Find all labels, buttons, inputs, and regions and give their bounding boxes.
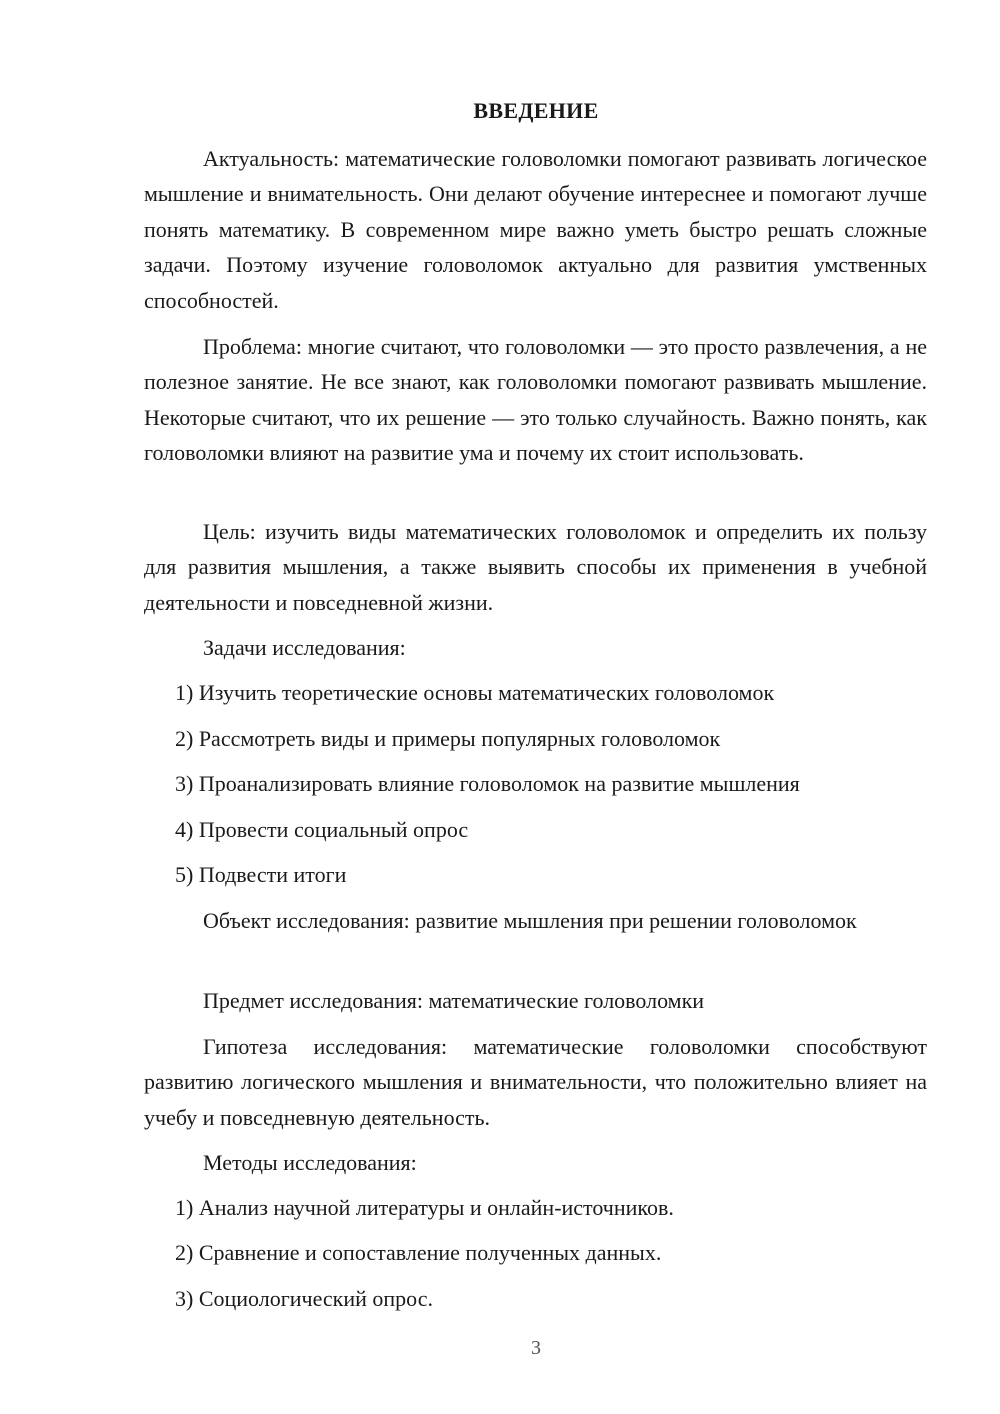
task-item: 5) Подвести итоги bbox=[175, 862, 347, 887]
task-item: 3) Проанализировать влияние головоломок на развитие мышления bbox=[175, 771, 800, 796]
goal-text: Цель: изучить виды математических головоломок и определить их пользу для развития мышления, а также выявить способы их применения в учебной деятельности и повседневной жизни. bbox=[144, 519, 927, 615]
methods-heading: Методы исследования: bbox=[203, 1150, 417, 1175]
method-item: 1) Анализ научной литературы и онлайн-источников. bbox=[175, 1195, 674, 1220]
object-paragraph bbox=[144, 903, 927, 938]
goal-paragraph bbox=[144, 514, 927, 620]
tasks-heading: Задачи исследования: bbox=[203, 635, 406, 660]
task-item: 2) Рассмотреть виды и примеры популярных головоломок bbox=[175, 726, 721, 751]
problem-text: Проблема: многие считают, что головоломки — это просто развлечения, а не полезное занятие. Не все знают, как головоломки помогают развивать мышление. Некоторые считают, что их решение — это только случайность. Важно понять, как головоломки влияют на развитие ума и почему их стоит использовать. bbox=[144, 334, 927, 466]
page-number: 3 bbox=[531, 1337, 541, 1359]
page-title: ВВЕДЕНИЕ bbox=[473, 98, 599, 123]
method-item: 3) Социологический опрос. bbox=[175, 1286, 433, 1311]
task-item: 4) Провести социальный опрос bbox=[175, 817, 469, 842]
task-item: 1) Изучить теоретические основы математических головоломок bbox=[175, 680, 775, 705]
hypothesis-text: Гипотеза исследования: математические головоломки способствуют развитию логического мышления и внимательности, что положительно влияет на учебу и повседневную деятельность. bbox=[144, 1034, 927, 1130]
hypothesis-paragraph bbox=[144, 1029, 927, 1135]
method-item: 2) Сравнение и сопоставление полученных данных. bbox=[175, 1240, 662, 1265]
problem-paragraph bbox=[144, 329, 927, 471]
relevance-text: Актуальность: математические головоломки помогают развивать логическое мышление и внимательность. Они делают обучение интереснее и помогают лучше понять математику. В современном мире важно уметь быстро решать сложные задачи. Поэтому изучение головоломок актуально для развития умственных способностей. bbox=[144, 146, 927, 313]
subject-line: Предмет исследования: математические головоломки bbox=[203, 988, 705, 1013]
relevance-paragraph bbox=[144, 141, 927, 318]
object-text: Объект исследования: развитие мышления при решении головоломок bbox=[203, 908, 857, 933]
